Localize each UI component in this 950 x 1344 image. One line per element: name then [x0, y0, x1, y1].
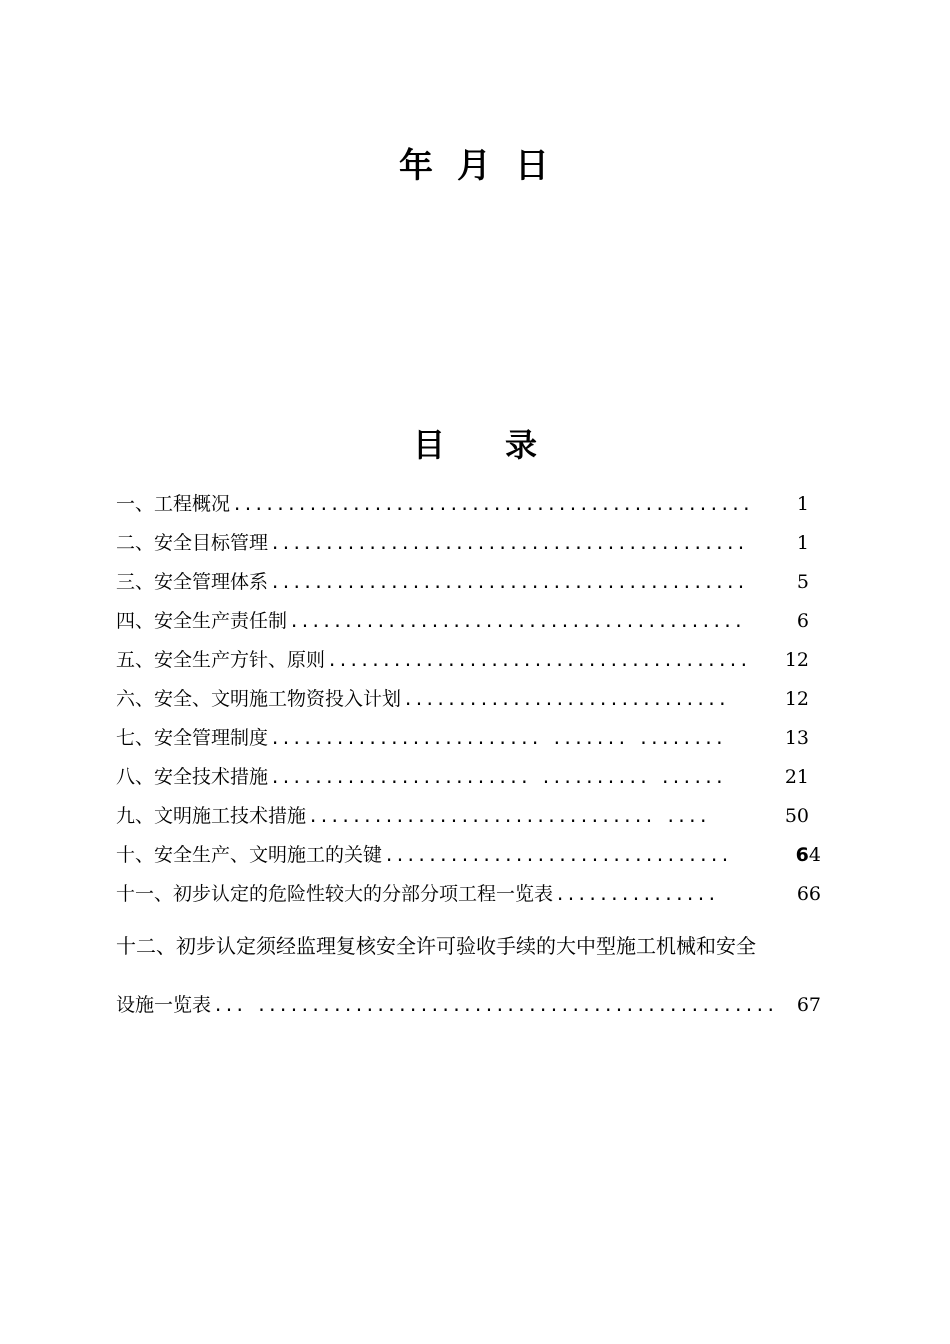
toc-entry-label: 四、安全生产责任制 — [116, 610, 288, 632]
toc-entry-10[interactable] — [116, 840, 821, 870]
toc-page-number: 6 — [796, 610, 809, 632]
month-char: 月 — [457, 146, 493, 186]
toc-leader-dots: .......................................... — [289, 612, 745, 632]
toc-entry-4[interactable] — [116, 606, 809, 636]
toc-page-number: 67 — [796, 994, 821, 1016]
toc-page-number: 1 — [796, 493, 809, 515]
toc-page-number: 12 — [784, 688, 809, 710]
toc-entry-label: 十一、初步认定的危险性较大的分部分项工程一览表 — [116, 883, 554, 905]
toc-entry-7[interactable] — [116, 723, 809, 753]
toc-entry-label: 七、安全管理制度 — [116, 727, 269, 749]
toc-entry-12-line2[interactable] — [116, 990, 821, 1020]
toc-entry-label: 十、安全生产、文明施工的关键 — [116, 844, 383, 866]
toc-leader-dots: .............................. — [403, 690, 729, 710]
toc-page-number: 1 — [796, 532, 809, 554]
toc-entry-3[interactable] — [116, 567, 809, 597]
toc-entry-label: 五、安全生产方针、原则 — [116, 649, 326, 671]
toc-entry-label: 二、安全目标管理 — [116, 532, 269, 554]
toc-entry-label: 设施一览表 — [116, 994, 212, 1016]
toc-page-number-bold-digit: 6 — [795, 844, 809, 866]
toc-entry-label: 九、文明施工技术措施 — [116, 805, 307, 827]
toc-entry-2[interactable] — [116, 528, 809, 558]
toc-entry-5[interactable] — [116, 645, 809, 675]
toc-entry-12-line1[interactable]: 十二、初步认定须经监理复核安全许可验收手续的大中型施工机械和安全 — [116, 934, 756, 958]
toc-page-number: 13 — [784, 727, 809, 749]
toc-page-number: 50 — [784, 805, 809, 827]
year-char: 年 — [399, 146, 435, 186]
toc-page-number: 66 — [796, 883, 821, 905]
toc-entry-6[interactable] — [116, 684, 809, 714]
toc-entry-8[interactable] — [116, 762, 809, 792]
toc-page-number: 21 — [784, 766, 809, 788]
toc-leader-dots: ......................... ....... ........ — [270, 729, 726, 749]
toc-leader-dots: ....................................... — [327, 651, 750, 671]
toc-entry-9[interactable] — [116, 801, 809, 831]
toc-entry-label: 六、安全、文明施工物资投入计划 — [116, 688, 402, 710]
toc-page-number — [794, 840, 821, 870]
toc-page-number: 5 — [796, 571, 809, 593]
toc-page-number-rest: 4 — [808, 844, 821, 866]
toc-entry-label: 三、安全管理体系 — [116, 571, 269, 593]
toc-leader-dots: ............................................ — [270, 534, 747, 554]
day-char: 日 — [515, 146, 551, 186]
toc-entry-label: 一、工程概况 — [116, 493, 231, 515]
toc-leader-dots: ........................ .......... ...... — [270, 768, 726, 788]
toc-title-right: 录 — [505, 426, 538, 464]
toc-leader-dots: ................................................ — [232, 495, 753, 515]
toc-title-left: 目 — [412, 426, 445, 464]
toc-entry-11[interactable] — [116, 879, 821, 909]
toc-leader-dots: ................................ .... — [308, 807, 709, 827]
date-line — [0, 142, 950, 190]
toc-entry-label: 八、安全技术措施 — [116, 766, 269, 788]
toc-leader-dots: ............................................ — [270, 573, 747, 593]
toc-leader-dots: ................................ — [384, 846, 731, 866]
toc-leader-dots: ............... — [555, 885, 718, 905]
toc-page-number: 12 — [784, 649, 809, 671]
toc-leader-dots: ... ................................................ — [213, 996, 777, 1016]
toc-title — [0, 422, 950, 468]
toc-entry-1[interactable] — [116, 489, 809, 519]
